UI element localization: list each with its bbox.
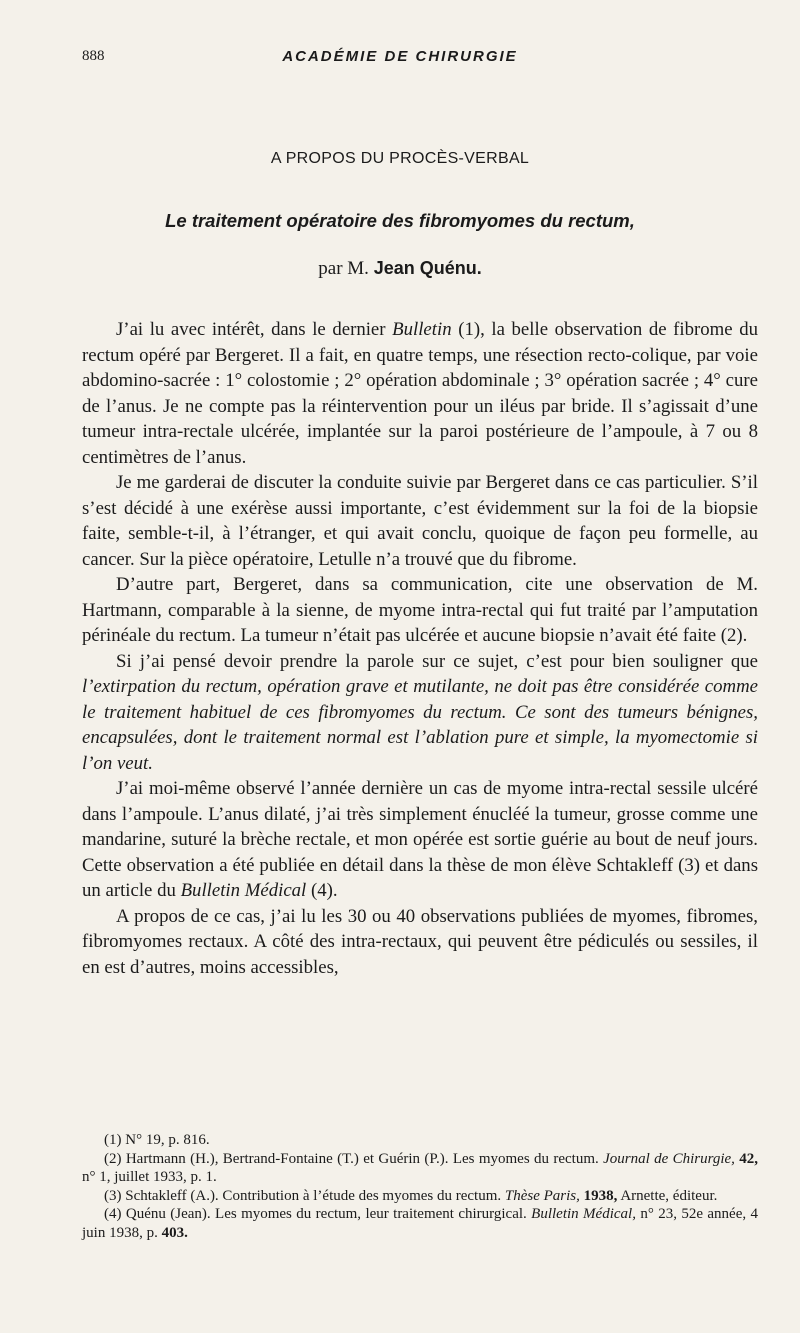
footnote-1: (1) N° 19, p. 816. — [104, 1132, 210, 1148]
footnote-2-italic: Journal de Chirurgie, — [603, 1150, 735, 1167]
paragraph-5 — [82, 776, 758, 904]
paragraph-1-text-c: (1), la belle observation de fibrome du rectum opéré par Bergeret. Il a fait, en quatre temps, une résection recto-colique, par voie abdomino-sacrée : 1° colostomie ; 2° opération abdominale ; 3° opération sacrée ; 4° cure de l’anus. Je ne compte pas la réintervention pour un iléus par bride. Il s’agissait d’une tumeur intra-rectale ulcérée, implantée sur la paroi postérieure de l’ampoule, à 7 ou 8 centimètres de l’anus. — [82, 319, 758, 468]
footnote-3-text-a: (3) Schtakleff (A.). Contribution à l’étude des myomes du rectum. — [104, 1187, 505, 1204]
paragraph-1 — [82, 317, 758, 470]
footnote-3 — [82, 1187, 758, 1206]
footnote-4-text-c: n° 23, 52e année, 4 juin 1938, p. — [82, 1206, 759, 1241]
footnote-4-text-a: (4) Quénu (Jean). Les myomes du rectum, leur traitement chirurgical. — [104, 1206, 532, 1223]
byline-prefix: par M. — [318, 258, 369, 279]
paragraph-4 — [82, 649, 758, 777]
footnote-4 — [82, 1205, 758, 1242]
footnote-2-text-a: (2) Hartmann (H.), Bertrand-Fontaine (T.) et Guérin (P.). Les myomes du rectum. — [104, 1150, 604, 1167]
paragraph-5-italic: Bulletin Médical — [180, 880, 307, 901]
paragraph-2: Je me garderai de discuter la conduite suivie par Bergeret dans ce cas particulier. S’il s’est décidé à une exérèse aussi importante, c’est évidemment sur la foi de la biopsie faite, semble-t-il, à l’étranger, et qui avait conclu, quoique de façon peu formelle, au cancer. Sur la pièce opératoire, Letulle n’a trouvé que du fibrome. — [82, 472, 758, 570]
article-title: Le traitement opératoire des fibromyomes du rectum, — [165, 210, 635, 231]
footnote-3-text-d: Arnette, éditeur. — [617, 1187, 718, 1204]
paragraph-1-text-a: J’ai lu avec intérêt, dans le dernier — [116, 319, 393, 340]
paragraph-4-italic: l’extirpation du rectum, opération grave et mutilante, ne doit pas être considérée comme le traitement habituel de ces fibromyomes du rectum. Ce sont des tumeurs bénignes, encapsulées, dont le traitement normal est l’ablation pure et simple, la myomectomie si l’on veut. — [82, 676, 758, 774]
footnote-4-bold: 403. — [161, 1224, 188, 1241]
author-name: Jean Quénu. — [373, 258, 482, 278]
paragraph-6: A propos de ce cas, j’ai lu les 30 ou 40 observations publiées de myomes, fibromes, fibromyomes rectaux. A côté des intra-rectaux, qui peuvent être pédiculés ou sessiles, il en est d’autres, moins accessibles, — [82, 905, 758, 978]
running-head — [82, 48, 718, 68]
paragraph-3: D’autre part, Bergeret, dans sa communication, cite une observation de M. Hartmann, comparable à la sienne, de myome intra-rectal qui fut traité par l’amputation périnéale du rectum. La tumeur n’était pas ulcérée et aucune biopsie n’avait été faite (2). — [82, 574, 758, 646]
footnote-4-italic: Bulletin Médical, — [531, 1206, 636, 1223]
footnote-3-italic: Thèse Paris, — [504, 1187, 580, 1204]
paragraph-5-text-c: (4). — [306, 880, 338, 901]
footnotes — [82, 1131, 758, 1243]
footnote-2-bold: 42, — [734, 1150, 759, 1167]
byline — [82, 258, 718, 280]
journal-title: ACADÉMIE DE CHIRURGIE — [282, 48, 518, 65]
section-title: A PROPOS DU PROCÈS-VERBAL — [270, 150, 530, 167]
paragraph-5-text-a: J’ai moi-même observé l’année dernière un cas de myome intra-rectal sessile ulcéré dans l’ampoule. L’anus dilaté, j’ai très simplement énucléé la tumeur, grosse comme une mandarine, suturé la brèche rectale, et mon opérée est sortie guérie au bout de neuf jours. Cette observation a été publiée en détail dans la thèse de mon élève Schtakleff (3) et dans un article du — [82, 778, 758, 901]
article-body — [82, 317, 758, 980]
page-number: 888 — [82, 48, 105, 64]
paragraph-4-text-a: Si j’ai pensé devoir prendre la parole sur ce sujet, c’est pour bien souligner que — [116, 650, 758, 672]
paragraph-1-italic: Bulletin — [392, 319, 452, 340]
footnote-3-bold: 1938, — [579, 1187, 618, 1204]
footnote-2-text-d: n° 1, juillet 1933, p. 1. — [82, 1169, 217, 1186]
footnote-2 — [82, 1150, 758, 1187]
